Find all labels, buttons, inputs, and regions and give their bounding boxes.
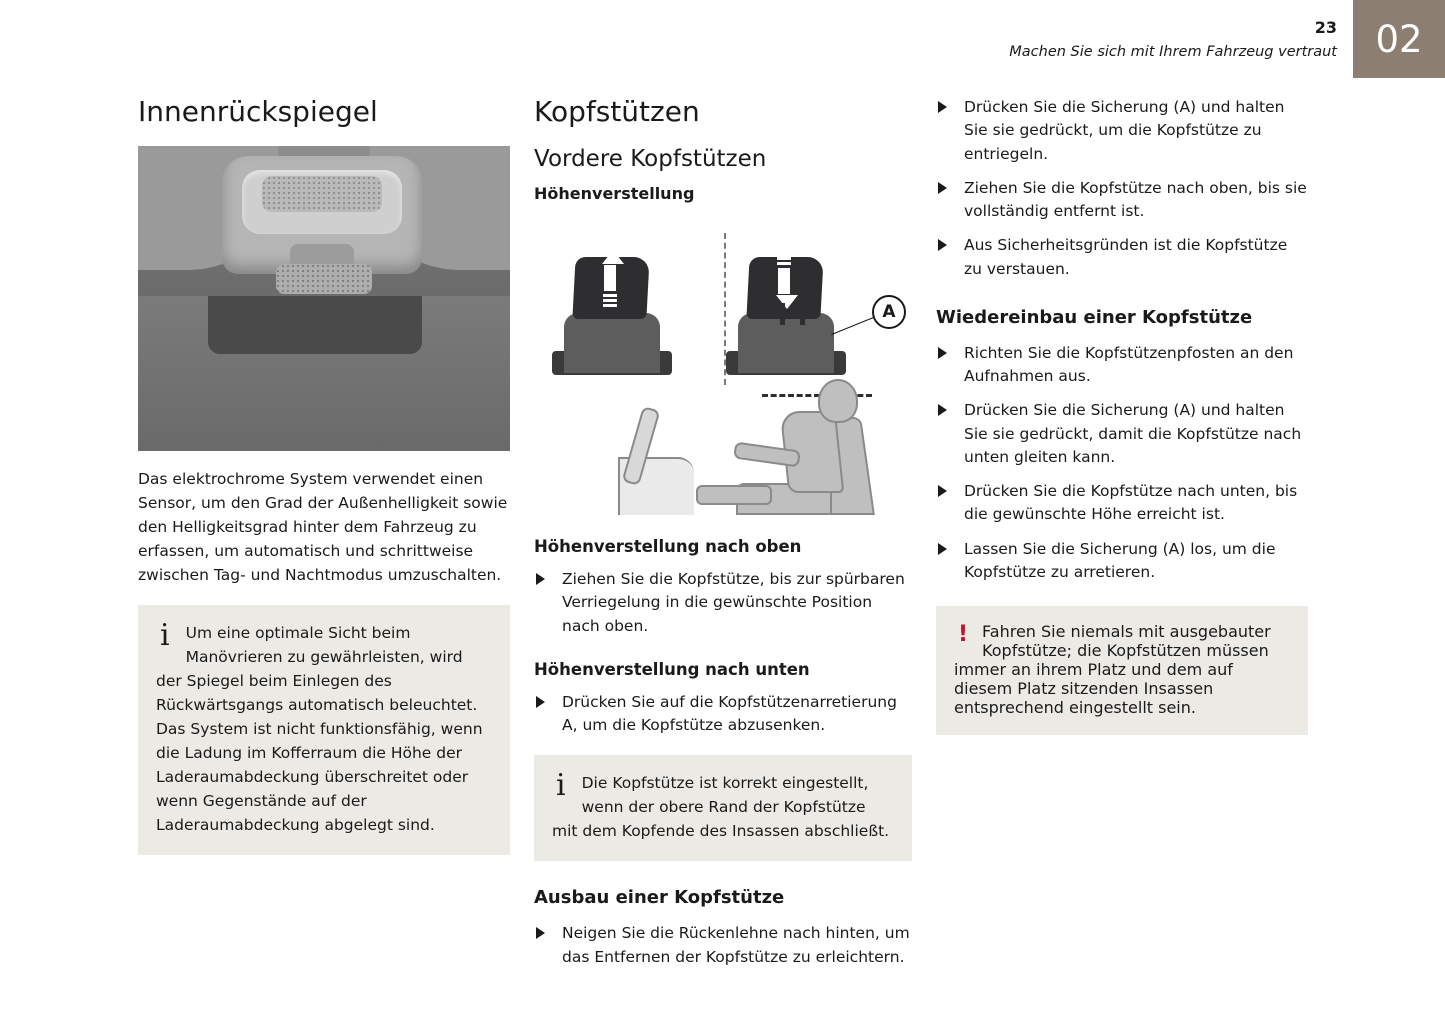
heading-adjust-down: Höhenverstellung nach unten xyxy=(534,659,810,679)
list-item-text: Lassen Sie die Sicherung (A) los, um die Kopfstütze zu arretieren. xyxy=(964,539,1276,581)
section-title-headrests: Kopfstützen xyxy=(534,95,700,128)
list-item-text: Aus Sicherheitsgründen ist die Kopfstütze zu verstauen. xyxy=(964,236,1288,278)
subtitle-front-headrests: Vordere Kopfstützen xyxy=(534,146,767,173)
list-item xyxy=(534,691,912,738)
heading-refit-headrest: Wiedereinbau einer Kopfstütze xyxy=(936,306,1253,328)
occupant-leg xyxy=(696,485,772,505)
warning-box-text: Fahren Sie niemals mit ausgebauter Kopfstütze; die Kopfstützen müssen immer an ihrem Platz und dem auf diesem Platz sitzenden Insassen entsprechend eingestellt sein. xyxy=(954,622,1271,717)
bullet-list-refit-steps xyxy=(936,342,1308,584)
list-item-text: Richten Sie die Kopfstützenpfosten an den Aufnahmen aus. xyxy=(964,343,1294,385)
callout-label-a: A xyxy=(872,295,906,329)
running-header-title: Machen Sie sich mit Ihrem Fahrzeug vertraut xyxy=(1009,44,1337,60)
warning-icon: ! xyxy=(958,622,969,647)
bullet-triangle-icon xyxy=(938,485,947,497)
note-box-headrest xyxy=(534,755,912,861)
bullet-triangle-icon xyxy=(938,239,947,251)
heading-height-adjustment: Höhenverstellung xyxy=(534,184,695,204)
bullet-triangle-icon xyxy=(536,927,545,939)
mirror-mesh-texture xyxy=(262,176,382,212)
list-item xyxy=(936,399,1308,469)
chapter-number: 02 xyxy=(1375,17,1423,61)
info-icon: i xyxy=(556,768,566,804)
bullet-triangle-icon xyxy=(938,543,947,555)
arrow-up-icon xyxy=(602,250,618,309)
list-item xyxy=(936,234,1308,281)
seat-backrest-right xyxy=(738,313,834,373)
heading-adjust-up: Höhenverstellung nach oben xyxy=(534,537,802,557)
interior-rearview-mirror-photo xyxy=(138,146,510,451)
list-item xyxy=(936,96,1308,166)
mirror-dark-panel xyxy=(208,296,422,354)
bullet-triangle-icon xyxy=(536,573,545,585)
bullet-list-removal-steps xyxy=(936,96,1308,281)
list-item-text: Drücken Sie die Sicherung (A) und halten Sie sie gedrückt, um die Kopfstütze zu entriegeln. xyxy=(964,98,1285,163)
bullet-triangle-icon xyxy=(938,101,947,113)
list-item-text: Ziehen Sie die Kopfstütze nach oben, bis sie vollständig entfernt ist. xyxy=(964,178,1307,220)
list-item xyxy=(936,480,1308,527)
occupant-seating-diagram xyxy=(622,395,892,515)
warning-box-headrest xyxy=(936,606,1308,735)
column-right xyxy=(936,96,1308,735)
interior-mirror-body-text: Das elektrochrome System verwendet einen Sensor, um den Grad der Außenhelligkeit sowie den Helligkeitsgrad hinter dem Fahrzeug zu erfassen, um automatisch und schrittweise zwischen Tag- und Nachtmodus umzuschalten. xyxy=(138,470,508,585)
bullet-triangle-icon xyxy=(536,696,545,708)
column-left xyxy=(138,96,510,855)
bullet-list-adjust-down xyxy=(534,691,912,738)
mirror-sensor-shape xyxy=(276,264,372,294)
list-item-text: Drücken Sie die Sicherung (A) und halten Sie sie gedrückt, damit die Kopfstütze nach unten gleiten kann. xyxy=(964,401,1302,466)
bullet-list-remove xyxy=(534,922,912,969)
headrest-diagram xyxy=(534,215,912,515)
list-item-text: Ziehen Sie die Kopfstütze, bis zur spürbaren Verriegelung in die gewünschte Position nach oben. xyxy=(562,570,905,635)
note-box-mirror-text: Um eine optimale Sicht beim Manövrieren zu gewährleisten, wird der Spiegel beim Einlegen des Rückwärtsgangs automatisch beleuchtet. Das System ist nicht funktionsfähig, wenn die Ladung im Kofferraum die Höhe der Laderaumabdeckung überschreitet oder wenn Gegenstände auf der Laderaumabdeckung abgelegt sind. xyxy=(156,624,483,835)
list-item xyxy=(936,342,1308,389)
list-item-text: Drücken Sie auf die Kopfstützenarretierung A, um die Kopfstütze abzusenken. xyxy=(562,692,897,735)
note-box-mirror xyxy=(138,605,510,855)
headrest-post-1 xyxy=(780,303,785,325)
heading-remove-headrest: Ausbau einer Kopfstütze xyxy=(534,887,785,909)
column-middle xyxy=(534,96,912,980)
arrow-down-icon xyxy=(776,250,792,309)
bullet-triangle-icon xyxy=(938,347,947,359)
bullet-triangle-icon xyxy=(938,404,947,416)
list-item xyxy=(936,177,1308,224)
callout-leader-line xyxy=(831,316,876,335)
info-icon: i xyxy=(160,618,170,654)
list-item xyxy=(534,568,912,638)
section-title-interior-mirror: Innenrückspiegel xyxy=(138,95,378,128)
seat-backrest-left xyxy=(564,313,660,373)
list-item-text: Neigen Sie die Rückenlehne nach hinten, um das Entfernen der Kopfstütze zu erleichtern. xyxy=(562,924,910,966)
chapter-number-tab xyxy=(1353,0,1445,78)
headrest-post-2 xyxy=(800,303,805,325)
list-item-text: Drücken Sie die Kopfstütze nach unten, bis die gewünschte Höhe erreicht ist. xyxy=(964,482,1298,524)
occupant-head xyxy=(818,379,858,423)
note-box-headrest-text: Die Kopfstütze ist korrekt eingestellt, wenn der obere Rand der Kopfstütze mit dem Kopfende des Insassen abschließt. xyxy=(552,774,890,841)
list-item xyxy=(936,538,1308,585)
bullet-triangle-icon xyxy=(938,182,947,194)
page-number: 23 xyxy=(1314,18,1337,37)
list-item xyxy=(534,922,912,969)
bullet-list-adjust-up xyxy=(534,568,912,638)
